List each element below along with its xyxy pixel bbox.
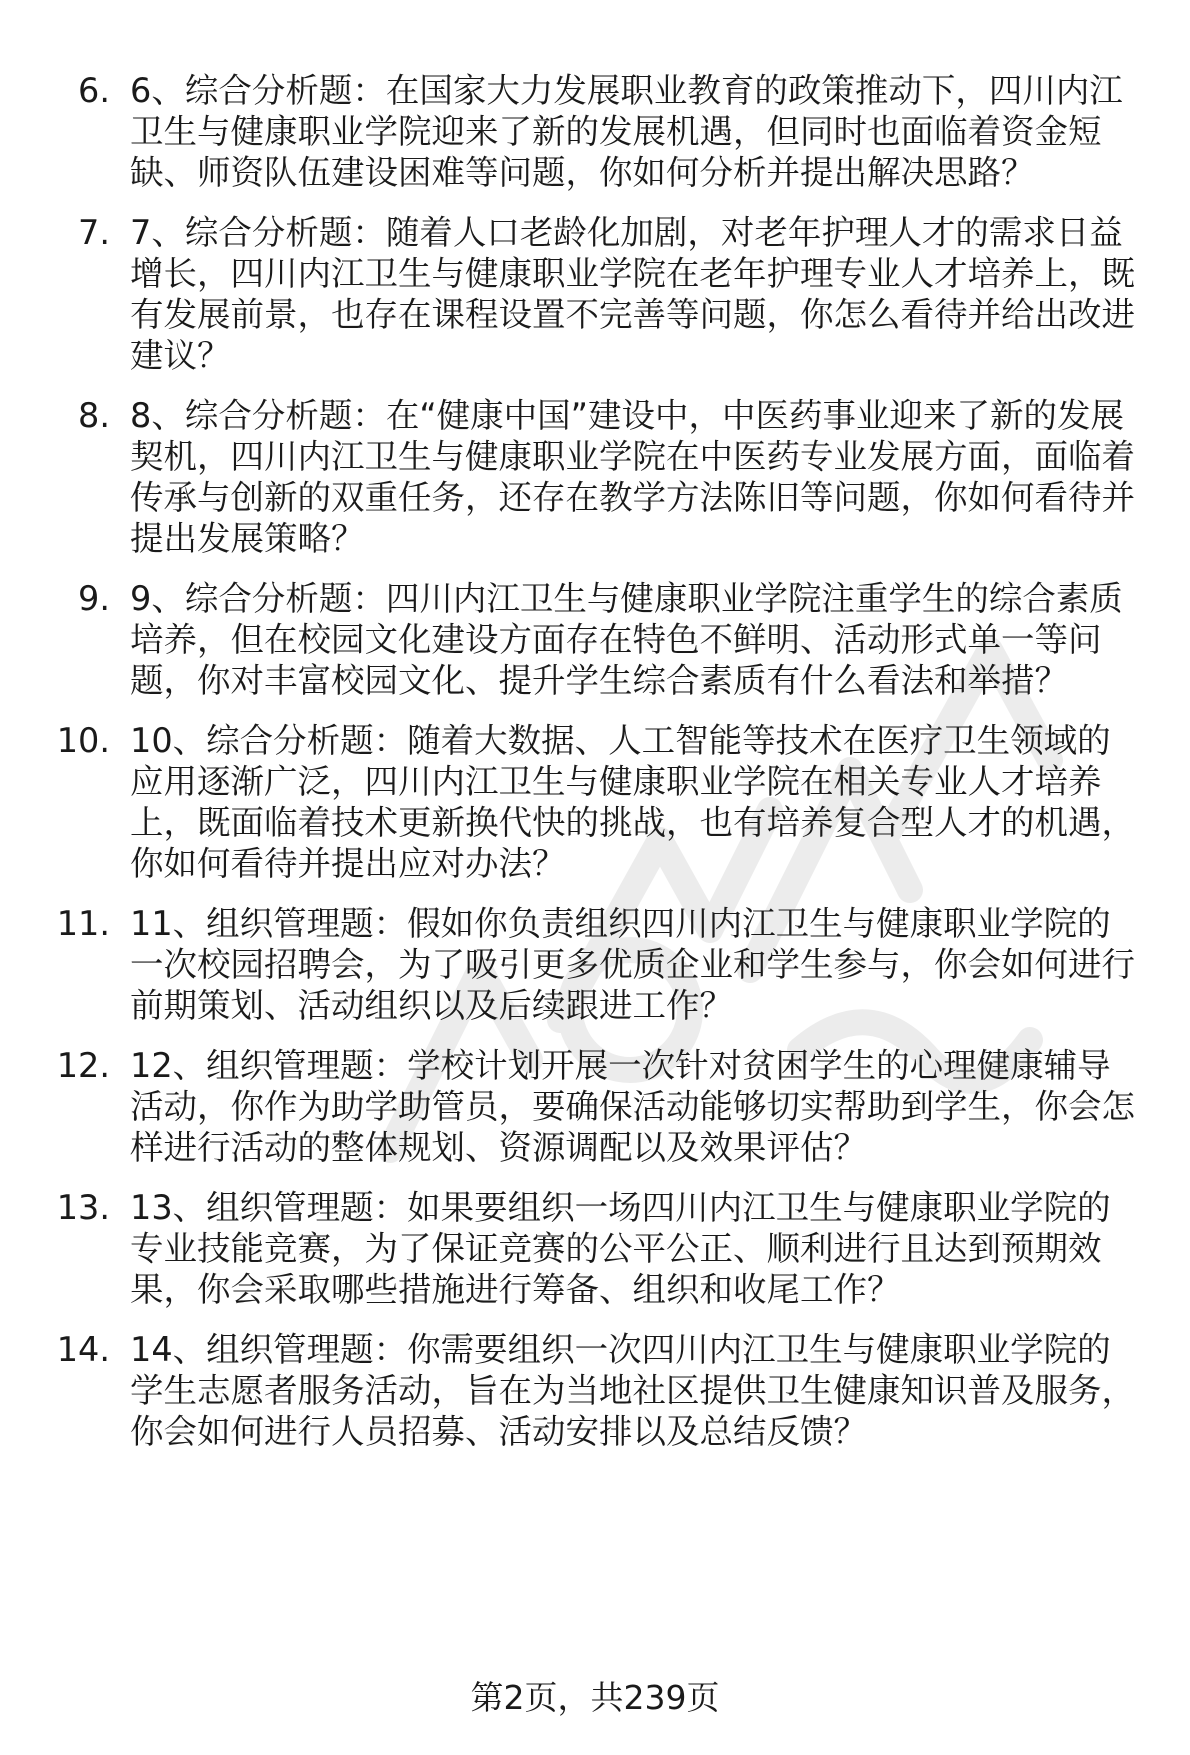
item-number: 6. — [78, 71, 110, 110]
question-text: 6、综合分析题：在国家大力发展职业教育的政策推动下，四川内江卫生与健康职业学院迎来了新的发展机遇，但同时也面临着资金短缺、师资队伍建设困难等问题，你如何分析并提出解决思路？ — [130, 71, 1123, 192]
list-item — [0, 70, 1190, 193]
question-text: 9、综合分析题：四川内江卫生与健康职业学院注重学生的综合素质培养，但在校园文化建设方面存在特色不鲜明、活动形式单一等问题，你对丰富校园文化、提升学生综合素质有什么看法和举措？ — [130, 579, 1123, 700]
question-text: 10、综合分析题：随着大数据、人工智能等技术在医疗卫生领域的应用逐渐广泛，四川内江卫生与健康职业学院在相关专业人才培养上，既面临着技术更新换代快的挑战，也有培养复合型人才的机遇，你如何看待并提出应对办法？ — [130, 721, 1135, 883]
item-number: 13. — [56, 1188, 110, 1227]
list-item — [0, 1329, 1190, 1452]
list-item — [0, 578, 1190, 701]
item-number: 8. — [78, 396, 110, 435]
question-text: 13、组织管理题：如果要组织一场四川内江卫生与健康职业学院的专业技能竞赛，为了保证竞赛的公平公正、顺利进行且达到预期效果，你会采取哪些措施进行筹备、组织和收尾工作？ — [130, 1188, 1111, 1309]
list-item — [0, 395, 1190, 559]
list-item — [0, 720, 1190, 884]
list-item — [0, 212, 1190, 376]
item-number: 9. — [78, 579, 110, 618]
item-number: 11. — [56, 904, 110, 943]
item-number: 7. — [78, 213, 110, 252]
question-text: 8、综合分析题：在“健康中国”建设中，中医药事业迎来了新的发展契机，四川内江卫生与健康职业学院在中医药专业发展方面，面临着传承与创新的双重任务，还存在教学方法陈旧等问题，你如何看待并提出发展策略？ — [130, 396, 1135, 558]
question-text: 12、组织管理题：学校计划开展一次针对贫困学生的心理健康辅导活动，你作为助学助管员，要确保活动能够切实帮助到学生，你会怎样进行活动的整体规划、资源调配以及效果评估？ — [130, 1046, 1135, 1167]
item-number: 14. — [56, 1330, 110, 1369]
item-number: 10. — [56, 721, 110, 760]
page-footer: 第2页，共239页 — [470, 1678, 720, 1717]
item-number: 12. — [56, 1046, 110, 1085]
list-item — [0, 1045, 1190, 1168]
question-text: 11、组织管理题：假如你负责组织四川内江卫生与健康职业学院的一次校园招聘会，为了吸引更多优质企业和学生参与，你会如何进行前期策划、活动组织以及后续跟进工作？ — [130, 904, 1135, 1025]
list-item — [0, 1187, 1190, 1310]
question-list — [0, 70, 1190, 1471]
list-item — [0, 903, 1190, 1026]
question-text: 7、综合分析题：随着人口老龄化加剧，对老年护理人才的需求日益增长，四川内江卫生与健康职业学院在老年护理专业人才培养上，既有发展前景，也存在课程设置不完善等问题，你怎么看待并给出改进建议？ — [130, 213, 1135, 375]
question-text: 14、组织管理题：你需要组织一次四川内江卫生与健康职业学院的学生志愿者服务活动，旨在为当地社区提供卫生健康知识普及服务，你会如何进行人员招募、活动安排以及总结反馈？ — [130, 1330, 1135, 1451]
